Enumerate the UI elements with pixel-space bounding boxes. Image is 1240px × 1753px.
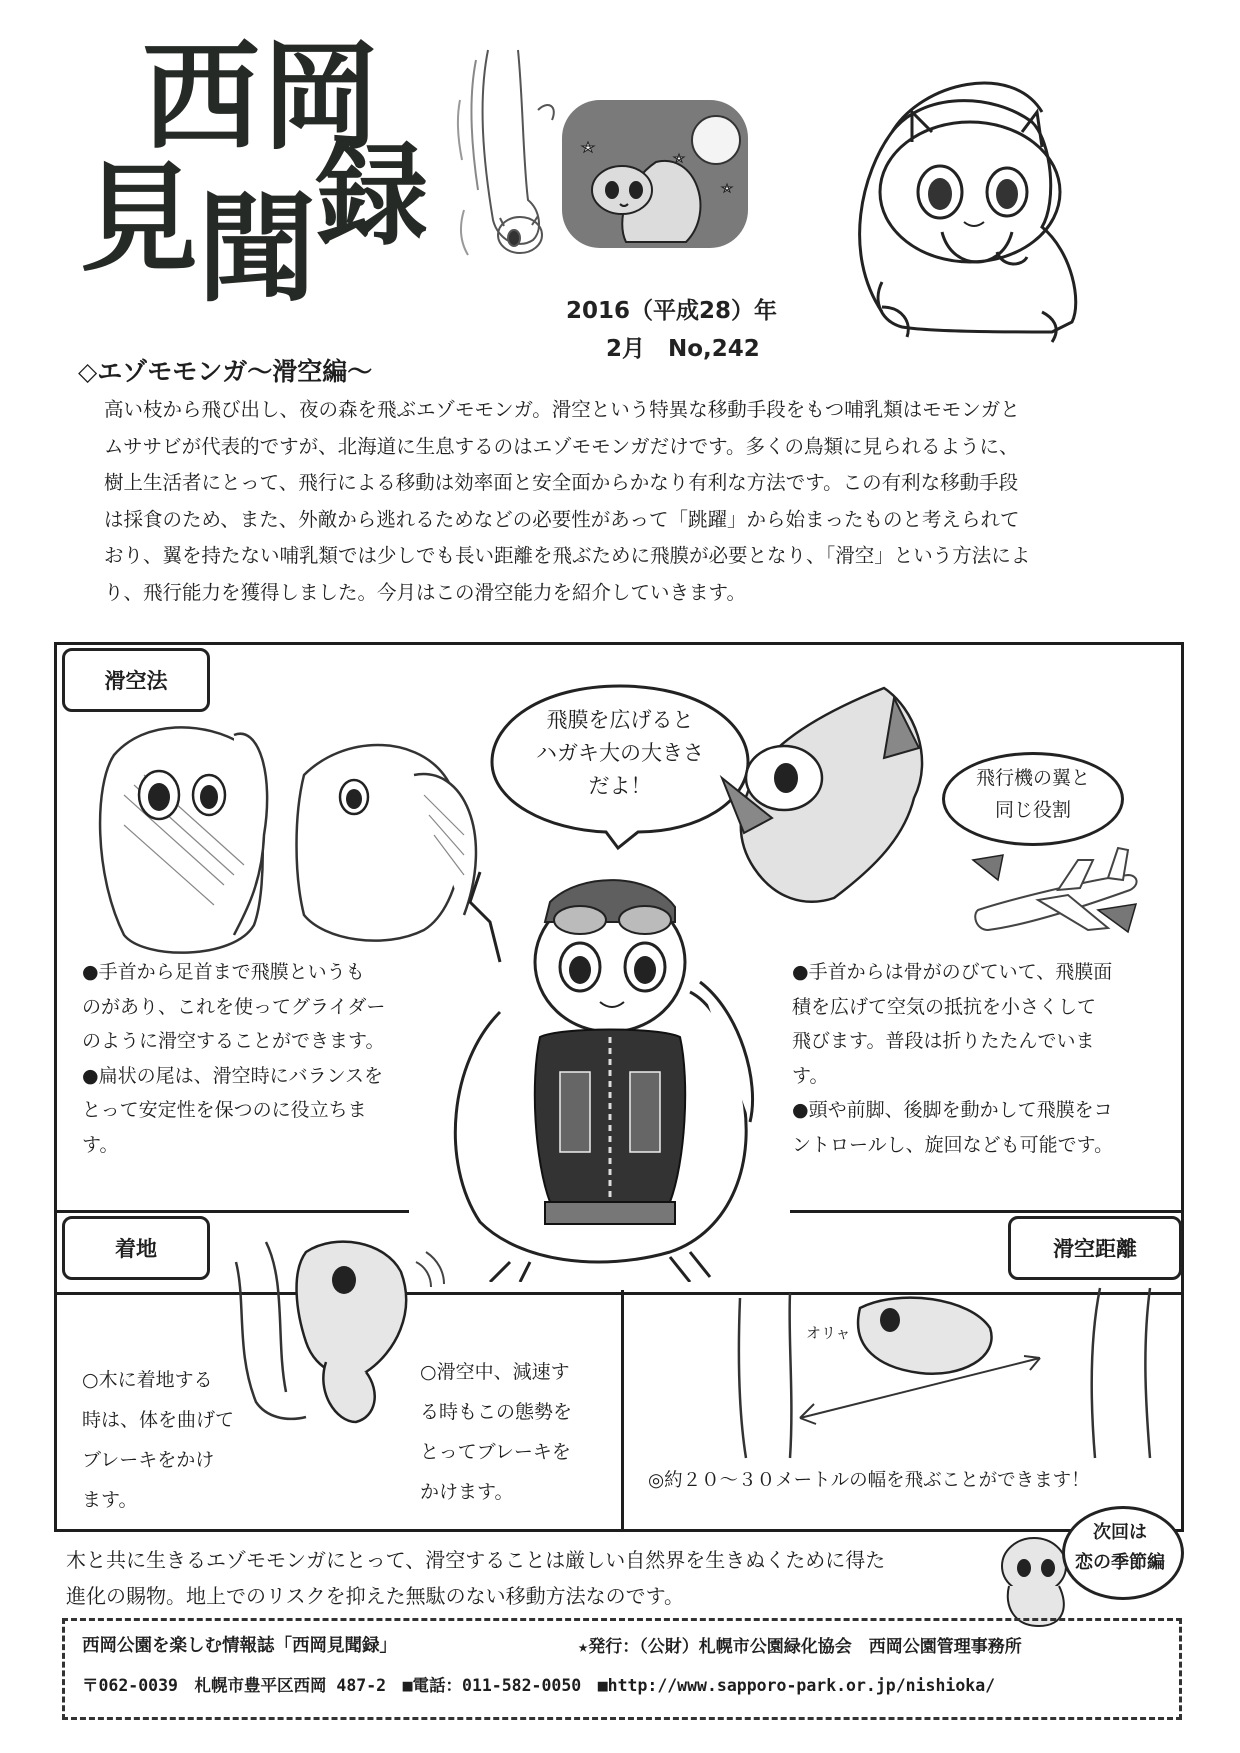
panel-border-left <box>54 642 57 1532</box>
glide-distance-illustration <box>710 1278 1170 1463</box>
intro-paragraph <box>104 392 1164 611</box>
panel-border-right <box>1181 642 1184 1532</box>
text-line: 積を広げて空気の抵抗を小さくして <box>792 995 1097 1018</box>
glide-method-label: 滑空法 <box>62 648 210 712</box>
glide-distance-caption: ◎約２０～３０メートルの幅を飛ぶことができます！ <box>648 1470 1090 1491</box>
landing-text-b <box>420 1352 610 1512</box>
closing-line: 木と共に生きるエゾモモンガにとって、滑空することは厳しい自然界を生きぬくために得た <box>66 1548 886 1572</box>
text-line: とって安定性を保つのに役立ちま <box>82 1099 367 1121</box>
center-speech-bubble-text <box>500 704 740 803</box>
bubble-line: だよ！ <box>588 774 652 798</box>
plane-speech-bubble-text <box>950 762 1116 826</box>
text-line: ブレーキをかけ <box>82 1449 215 1471</box>
airplane-illustration <box>968 840 1148 945</box>
intro-line: り、飛行能力を獲得しました。今月はこの滑空能力を紹介していきます。 <box>104 580 746 604</box>
bubble-line: 飛膜を広げると <box>546 708 694 732</box>
text-line: ます。 <box>82 1489 138 1511</box>
section-title: ◇エゾモモンガ～滑空編～ <box>78 357 373 386</box>
membrane-text <box>792 955 1172 1162</box>
text-line: 時は、体を曲げて <box>82 1409 235 1431</box>
bubble-line: 飛行機の翼と <box>975 767 1090 789</box>
masthead-char-5: 録 <box>316 131 428 261</box>
text-line: ●扁状の尾は、滑空時にバランスを <box>82 1064 384 1087</box>
panel-divider-vertical <box>621 1290 624 1530</box>
footer-contact: 〒062-0039 札幌市豊平区西岡 487-2 ■電話：011-582-0050 ■http://www.sapporo-park.or.jp/nishioka/ <box>82 1676 996 1695</box>
footer-publication: 西岡公園を楽しむ情報誌「西岡見聞録」 <box>82 1636 397 1656</box>
intro-line: おり、翼を持たない哺乳類では少しでも長い距離を飛ぶために飛膜が必要となり、「滑空」という方法によ <box>104 544 1031 567</box>
closing-paragraph <box>66 1542 1006 1614</box>
text-line: ●頭や前脚、後脚を動かして飛膜をコ <box>792 1099 1113 1121</box>
issue-year: 2016（平成28）年 <box>566 298 778 324</box>
large-squirrel-illustration <box>852 52 1102 352</box>
landing-text-a <box>82 1360 272 1520</box>
gliding-squirrel-illustration <box>714 668 964 928</box>
text-line: ○木に着地する <box>82 1369 213 1391</box>
masthead-char-4: 聞 <box>198 180 317 318</box>
panel-divider-right <box>790 1210 1184 1213</box>
climbing-squirrel-illustration <box>448 40 568 260</box>
text-line: す。 <box>82 1133 119 1156</box>
intro-line: ムササビが代表的ですが、北海道に生息するのはエゾモモンガだけです。多くの鳥類に見られるように、 <box>104 434 1019 458</box>
text-line: かけます。 <box>420 1481 514 1503</box>
intro-line: 高い枝から飛び出し、夜の森を飛ぶエゾモモンガ。滑空という特異な移動手段をもつ哺乳類はモモンガと <box>104 398 1020 421</box>
bubble-line: 同じ役割 <box>994 799 1071 821</box>
panel-border-top <box>54 642 1184 645</box>
masthead-char-3: 見 <box>80 150 199 288</box>
intro-line: 樹上生活者にとって、飛行による移動は効率面と安全面からかなり有利な方法です。この有利な移動手段 <box>104 471 1019 494</box>
text-line: とってブレーキを <box>420 1441 571 1463</box>
masthead-char-1: 西 <box>142 28 261 166</box>
bubble-line: 恋の季節編 <box>1075 1552 1165 1573</box>
closing-line: 進化の賜物。地上でのリスクを抑えた無駄のない移動方法なのです。 <box>66 1584 684 1608</box>
text-line: のように滑空することができます。 <box>82 1030 385 1052</box>
text-line: のがあり、これを使ってグライダー <box>82 995 386 1018</box>
text-line: す。 <box>792 1064 829 1087</box>
glide-method-text <box>82 955 442 1162</box>
text-line: ●手首から足首まで飛膜というも <box>82 961 365 983</box>
next-issue-bubble-text <box>1064 1518 1176 1578</box>
text-line: ○滑空中、減速す <box>420 1361 570 1383</box>
issue-number: 2月 No,242 <box>606 336 760 362</box>
text-line: る時もこの態勢を <box>420 1401 573 1423</box>
footer-publisher: ★発行：（公財）札幌市公園緑化協会 西岡公園管理事務所 <box>578 1637 1022 1657</box>
bubble-line: 次回は <box>1093 1522 1147 1543</box>
moon-squirrel-illustration <box>556 92 754 252</box>
landing-label: 着地 <box>62 1216 210 1280</box>
intro-line: は採食のため、また、外敵から逃れるためなどの必要性があって「跳躍」から始まったものと考えられて <box>104 507 1020 531</box>
panel-divider-left <box>54 1210 409 1213</box>
glide-distance-label: 滑空距離 <box>1008 1216 1182 1280</box>
text-line: 飛びます。普段は折りたたんでいま <box>792 1030 1095 1052</box>
shout-text: オリャ <box>806 1324 851 1342</box>
bubble-line: ハガキ大の大きさ <box>536 741 704 765</box>
text-line: ●手首からは骨がのびていて、飛膜面 <box>792 961 1113 983</box>
text-line: ントロールし、旋回なども可能です。 <box>792 1133 1114 1156</box>
masthead-char-2: 岡 <box>262 28 381 166</box>
